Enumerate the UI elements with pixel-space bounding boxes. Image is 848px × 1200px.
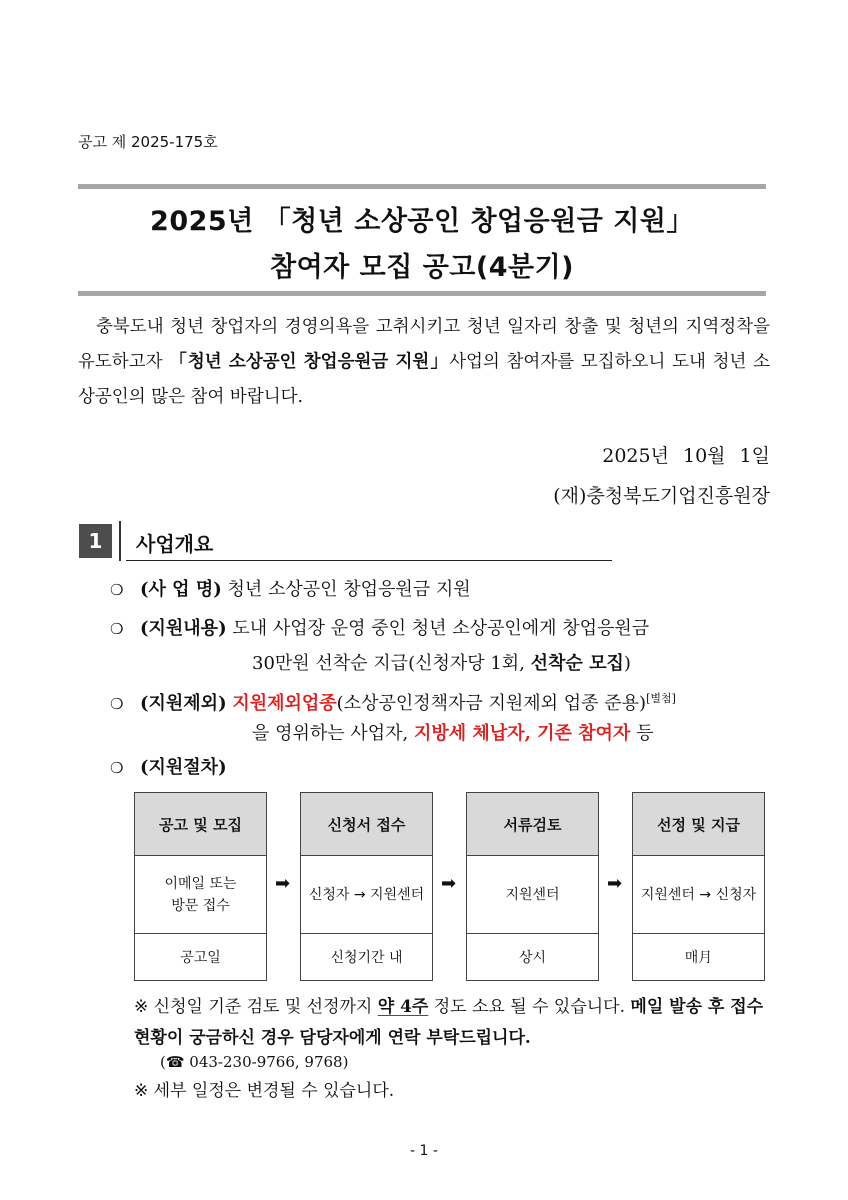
note-mark: ※ xyxy=(134,997,149,1017)
step-timing: 공고일 xyxy=(180,950,221,966)
title-bottom-rule xyxy=(78,291,766,296)
step-method: 지원센터 xyxy=(467,856,598,934)
step-method-line1: 이메일 또는 xyxy=(164,875,237,892)
announcement-date: 2025년 10월 1일 xyxy=(602,445,770,467)
circle-bullet-icon: ❍ xyxy=(110,581,124,599)
exclusion-note: (소상공인정책자금 지원제외 업종 준용) xyxy=(336,693,647,714)
step-box-2 xyxy=(300,792,433,981)
circle-bullet-icon: ❍ xyxy=(110,620,124,638)
step-method: 신청자 → 지원센터 xyxy=(301,856,432,934)
item-label: (사 업 명) xyxy=(140,579,222,600)
item-value: 도내 사업장 운영 중인 청년 소상공인에게 창업응원금 xyxy=(232,618,650,639)
item-exclusion-cont xyxy=(252,716,653,751)
step-box-4 xyxy=(632,792,765,981)
section-underline xyxy=(126,560,612,561)
excluded-industries: 지원제외업종 xyxy=(232,693,337,714)
step-title: 공고 및 모집 xyxy=(135,793,266,856)
intro-text-before: 충북도내 청년 창업자의 경영의욕을 고취시키고 청년 일자리 창출 및 청년의 지역정착을 유도하고자 xyxy=(78,317,770,372)
contact-phone: (☎ 043-230-9766, 9768) xyxy=(160,1053,349,1071)
step-timing: 매月 xyxy=(684,950,713,966)
item-support-content xyxy=(110,611,649,647)
right-arrow-icon: ➡ xyxy=(607,873,623,894)
intro-program-name: 「청년 소상공인 창업응원금 지원」 xyxy=(169,352,450,372)
item-support-content-cont xyxy=(252,646,631,681)
note-schedule xyxy=(134,992,774,1054)
exclusion-line2-post: 등 xyxy=(630,723,654,744)
step-title: 선정 및 지급 xyxy=(633,793,764,856)
note-duration: 약 4주 xyxy=(377,997,429,1017)
item-procedure xyxy=(110,750,227,786)
step-box-1 xyxy=(134,792,267,981)
notice-number: 공고 제 2025-175호 xyxy=(78,133,218,151)
step-title: 서류검토 xyxy=(467,793,598,856)
circle-bullet-icon: ❍ xyxy=(110,695,124,713)
step-timing: 신청기간 내 xyxy=(330,950,403,966)
content-line2-bold: 선착순 모집 xyxy=(530,653,624,674)
intro-paragraph xyxy=(78,310,770,415)
intro-text-after: 사업의 참여자를 모집하오니 도내 청년 소상공인의 많은 참여 바랍니다. xyxy=(78,352,770,407)
right-arrow-icon: ➡ xyxy=(441,873,457,894)
section-number-badge: 1 xyxy=(79,524,112,558)
page-number: - 1 - xyxy=(410,1143,438,1159)
step-method xyxy=(135,856,266,934)
excluded-applicants: 지방세 체납자, 기존 참여자 xyxy=(414,723,631,744)
exclusion-line2-pre: 을 영위하는 사업자, xyxy=(252,723,414,744)
step-title: 신청서 접수 xyxy=(301,793,432,856)
item-label: (지원절차) xyxy=(140,757,227,778)
note-changes-text: 세부 일정은 변경될 수 있습니다. xyxy=(153,1081,395,1101)
content-line2-pre: 30만원 선착순 지급(신청자당 1회, xyxy=(252,653,531,674)
step-method-line2: 방문 접수 xyxy=(171,897,230,914)
content-line2-post: ) xyxy=(623,653,631,674)
note-text-mid: 정도 소요 될 수 있습니다. xyxy=(428,997,631,1017)
page-title-line2: 참여자 모집 공고(4분기) xyxy=(269,252,574,283)
right-arrow-icon: ➡ xyxy=(275,873,291,894)
item-label: (지원제외) xyxy=(140,693,227,714)
item-business-name xyxy=(110,572,471,608)
title-top-rule xyxy=(78,184,766,189)
step-box-3 xyxy=(466,792,599,981)
step-method: 지원센터 → 신청자 xyxy=(633,856,764,934)
note-changes xyxy=(134,1076,774,1107)
section-divider xyxy=(119,521,121,561)
item-label: (지원내용) xyxy=(140,618,227,639)
attachment-ref: [별첨] xyxy=(646,692,676,705)
circle-bullet-icon: ❍ xyxy=(110,759,124,777)
note-mark: ※ xyxy=(134,1081,149,1101)
section-title: 사업개요 xyxy=(136,532,214,556)
note-text-pre: 신청일 기준 검토 및 선정까지 xyxy=(153,997,378,1017)
item-value: 청년 소상공인 창업응원금 지원 xyxy=(227,579,471,600)
step-timing: 상시 xyxy=(518,950,547,966)
page-title-line1: 2025년 「청년 소상공인 창업응원금 지원」 xyxy=(150,206,694,237)
note-contact-request: 메일 발송 후 접수현황이 궁금하신 경우 담당자에게 연락 부탁드립니다. xyxy=(134,997,764,1048)
organization-name: (재)충청북도기업진흥원장 xyxy=(553,485,770,507)
